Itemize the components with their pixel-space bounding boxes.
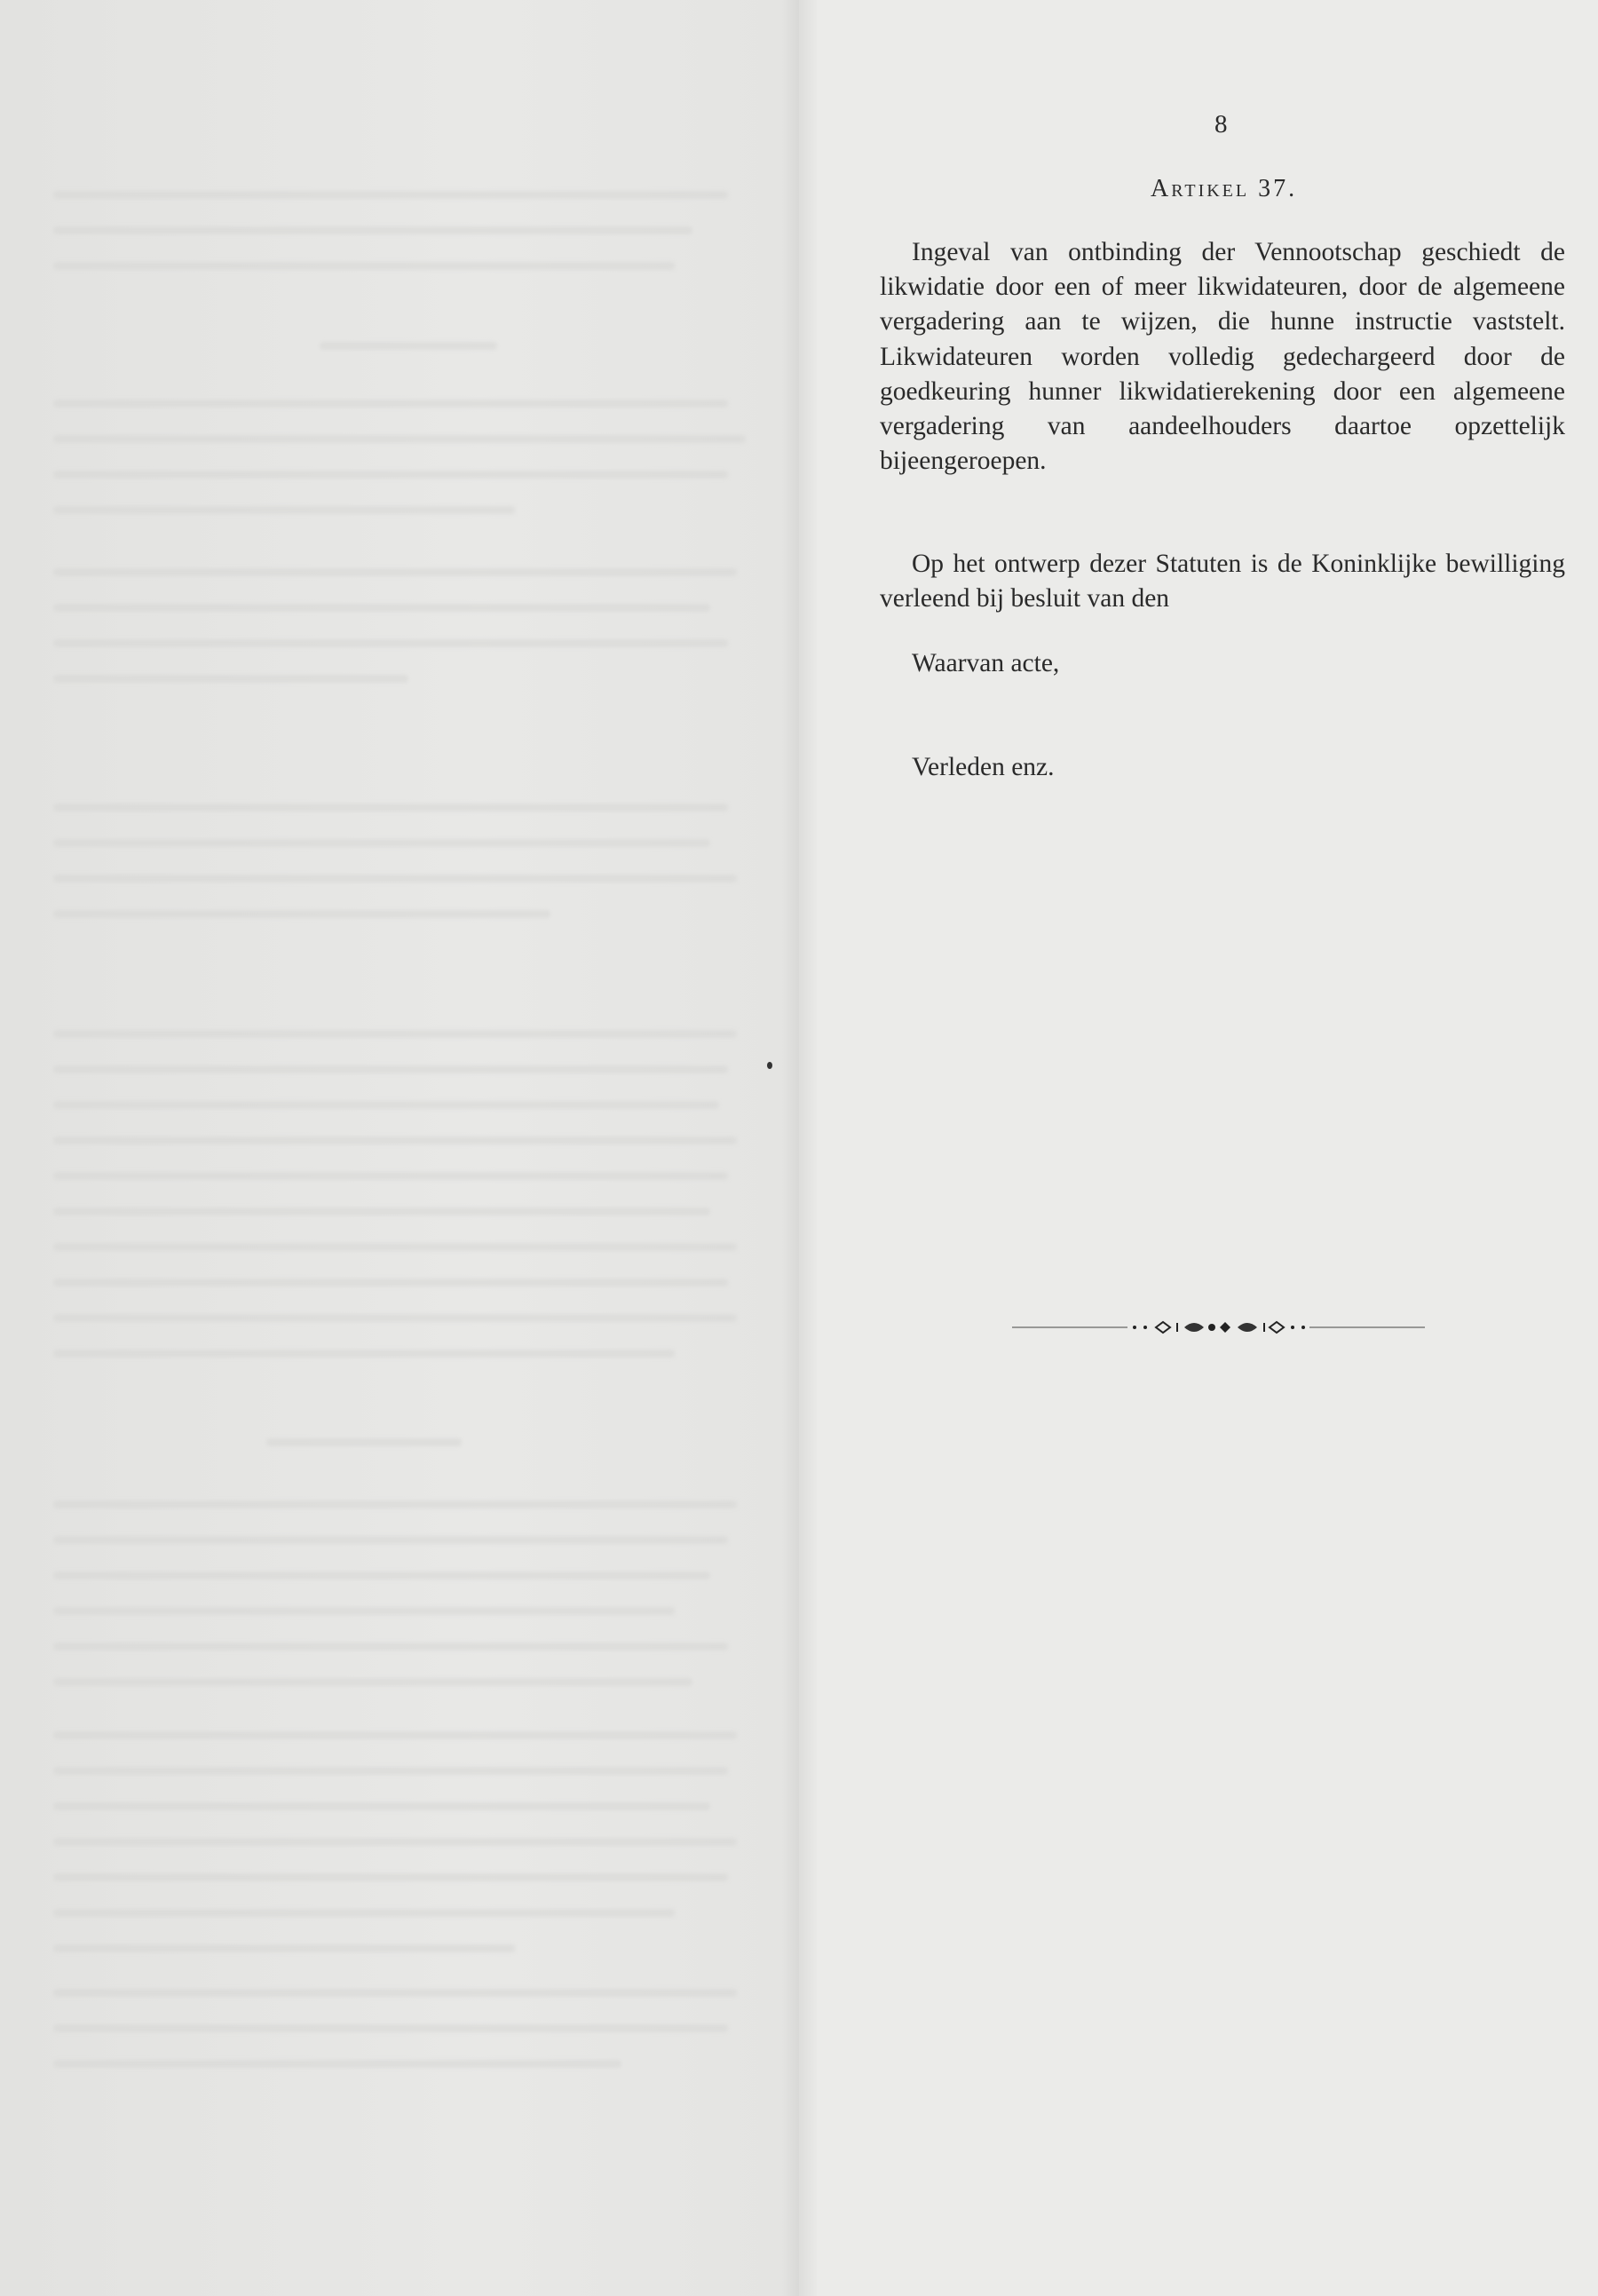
ghost-text-line xyxy=(53,1172,728,1180)
ghost-text-line xyxy=(53,191,728,199)
ghost-text-line xyxy=(53,839,710,847)
divider-dot xyxy=(1301,1326,1305,1329)
ink-speck xyxy=(767,1062,772,1069)
ghost-text-line xyxy=(53,226,692,234)
approval-paragraph: Op het ontwerp dezer Statuten is de Koninklijke bewilliging verleend bij besluit van den xyxy=(880,550,1565,614)
divider-leaf xyxy=(1184,1323,1204,1332)
decorative-divider-icon xyxy=(1012,1314,1425,1341)
divider-dot xyxy=(1291,1326,1294,1329)
closing-line-acte: Waarvan acte, xyxy=(912,649,1060,677)
ghost-text-line xyxy=(53,1989,737,1997)
ghost-text-line xyxy=(53,1314,737,1322)
ghost-text-line xyxy=(53,1350,675,1358)
divider-diamond xyxy=(1220,1322,1230,1333)
ghost-text-line xyxy=(53,1136,737,1144)
ghost-text-line xyxy=(53,875,737,883)
page-number: 8 xyxy=(1214,110,1228,139)
article-heading: Artikel 37. xyxy=(1151,175,1298,202)
divider-center xyxy=(1208,1324,1215,1331)
ghost-text-line xyxy=(53,1607,675,1615)
ghost-text-line xyxy=(53,1207,710,1215)
divider-dot xyxy=(1143,1326,1147,1329)
ghost-text-line xyxy=(53,506,515,514)
ghost-text-line xyxy=(53,1030,737,1038)
ghost-text-line xyxy=(53,1243,737,1251)
ghost-text-line xyxy=(53,2060,621,2068)
divider-diamond xyxy=(1156,1322,1170,1333)
book-gutter xyxy=(781,0,817,2296)
ghost-text-line xyxy=(53,1678,692,1686)
ghost-text-line xyxy=(53,400,728,408)
ghost-text-line xyxy=(53,471,728,479)
ghost-text-line xyxy=(53,435,746,443)
ghost-text-line xyxy=(53,1500,737,1508)
ghost-text-line xyxy=(53,1536,728,1544)
ghost-text-line xyxy=(53,568,737,576)
divider-dot xyxy=(1133,1326,1136,1329)
ghost-text-line xyxy=(53,1802,710,1810)
ghost-text-line xyxy=(53,1944,515,1952)
ghost-text-line xyxy=(53,1643,728,1651)
ghost-text-line xyxy=(53,1065,728,1073)
ghost-text-line xyxy=(53,675,408,683)
ghost-text-line xyxy=(53,1101,719,1109)
ghost-text-line xyxy=(53,1873,728,1881)
ghost-text-line xyxy=(53,1572,710,1579)
closing-line-verleden: Verleden enz. xyxy=(912,753,1055,781)
ghost-text-line xyxy=(320,342,497,350)
ghost-text-line xyxy=(53,910,550,918)
ghost-text-line xyxy=(53,639,728,647)
ghost-text-line xyxy=(53,804,728,812)
divider-leaf xyxy=(1238,1323,1257,1332)
ghost-text-line xyxy=(53,1767,728,1775)
article-paragraph: Ingeval van ontbinding der Vennootschap geschiedt de likwidatie door een of meer likwidateuren, door de algemeene vergadering aan te wijzen, die hunne instructie vaststelt. Likwidateuren worden volledig gedechargeerd door de goedkeuring hunner likwidatierekening door een algemeene vergadering van aandeelhouders daartoe opzettelijk bijeengeroepen. xyxy=(880,238,1565,476)
ghost-text-line xyxy=(53,262,675,270)
divider-diamond xyxy=(1270,1322,1284,1333)
ghost-text-line xyxy=(53,1731,737,1739)
ghost-text-line xyxy=(53,1838,737,1846)
ghost-text-line xyxy=(266,1438,462,1446)
ghost-text-line xyxy=(53,604,710,612)
ghost-text-line xyxy=(53,2024,728,2032)
ghost-text-line xyxy=(53,1279,728,1287)
ghost-text-line xyxy=(53,1909,675,1917)
